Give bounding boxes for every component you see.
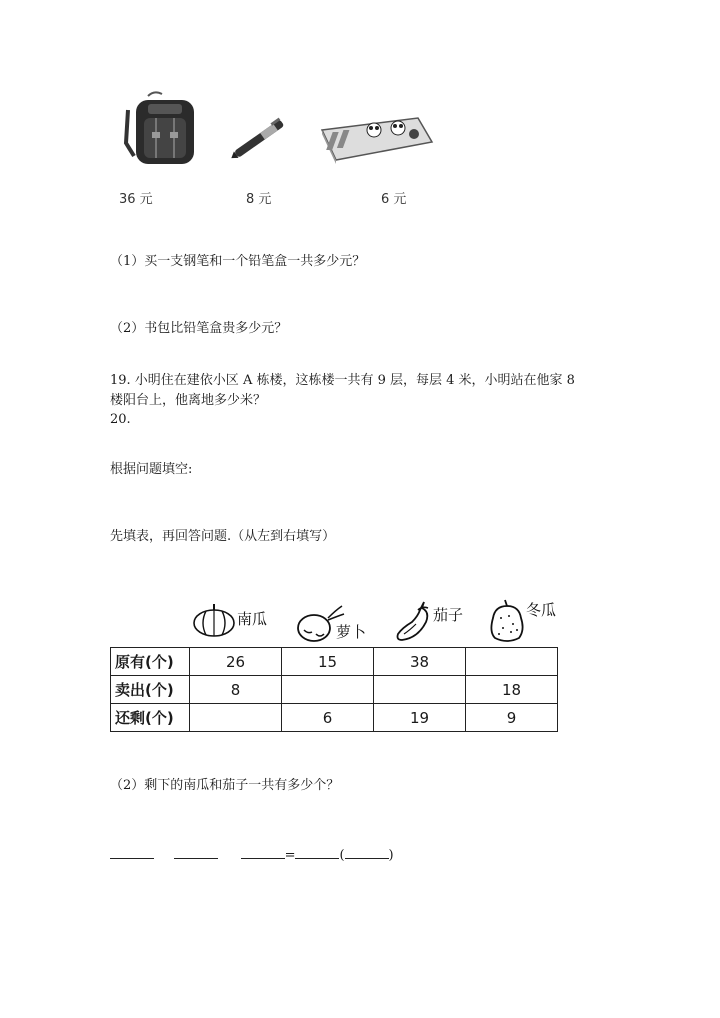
wax-gourd-label: 冬瓜 (526, 601, 557, 619)
backpack-price: 36 元 (119, 192, 153, 207)
eggplant-label: 茄子 (433, 606, 464, 624)
unit-open-paren: ( (339, 848, 345, 863)
answer-line (110, 844, 394, 866)
row-label: 卖出(个) (111, 676, 190, 704)
table-cell (190, 704, 282, 732)
answer-blank[interactable] (110, 844, 154, 859)
q19-line2: 楼阳台上，他离地多少米？ (110, 393, 267, 408)
table-cell: 38 (374, 648, 466, 676)
unit-close-paren: ) (388, 848, 394, 863)
q18-part1: （1）买一支钢笔和一个铅笔盒一共多少元？ (110, 254, 366, 269)
wax-gourd-icon (487, 598, 527, 644)
equals-sign: = (284, 848, 296, 863)
unit-blank[interactable] (345, 844, 389, 859)
q20-part2: （2）剩下的南瓜和茄子一共有多少个？ (110, 778, 340, 793)
eggplant-icon (394, 598, 436, 644)
table-cell: 6 (282, 704, 374, 732)
table-cell (282, 676, 374, 704)
table-cell: 19 (374, 704, 466, 732)
answer-blank[interactable] (174, 844, 218, 859)
pumpkin-label: 南瓜 (237, 610, 268, 628)
table-cell: 8 (190, 676, 282, 704)
table-cell (374, 676, 466, 704)
q20-number: 20. (110, 412, 131, 427)
table-row (111, 648, 558, 676)
q18-part2: （2）书包比铅笔盒贵多少元？ (110, 321, 288, 336)
pencil-case-icon (318, 112, 434, 164)
answer-blank[interactable] (241, 844, 285, 859)
table-row (111, 676, 558, 704)
pumpkin-icon (192, 602, 236, 638)
table-cell (466, 648, 558, 676)
pencil-case-price: 6 元 (381, 192, 407, 207)
pen-icon (225, 112, 295, 164)
table-cell: 18 (466, 676, 558, 704)
row-label: 原有(个) (111, 648, 190, 676)
pen-price: 8 元 (246, 192, 272, 207)
vegetable-table (110, 647, 558, 732)
table-cell: 15 (282, 648, 374, 676)
table-cell: 26 (190, 648, 282, 676)
q19-line1: 19. 小明住在建依小区 A 栋楼，这栋楼一共有 9 层，每层 4 米，小明站在他家 8 (110, 373, 575, 388)
row-label: 还剩(个) (111, 704, 190, 732)
table-row (111, 704, 558, 732)
answer-blank[interactable] (295, 844, 339, 859)
backpack-icon (118, 88, 204, 168)
q20-task: 先填表，再回答问题.（从左到右填写） (110, 529, 336, 544)
radish-label: 萝卜 (336, 623, 367, 641)
table-cell: 9 (466, 704, 558, 732)
q20-instruction: 根据问题填空: (110, 462, 193, 477)
